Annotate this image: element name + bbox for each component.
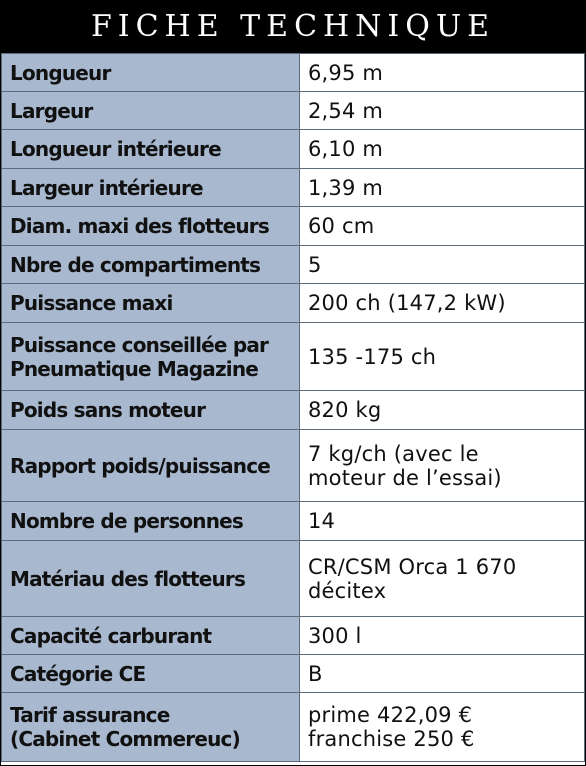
- table-row: [2, 246, 585, 284]
- row-value: 5: [300, 246, 585, 284]
- row-label: Capacité carburant: [2, 617, 300, 655]
- table-row: [2, 391, 585, 430]
- table-row: [2, 92, 585, 130]
- row-value: prime 422,09 € franchise 250 €: [300, 693, 585, 762]
- row-label: Puissance maxi: [2, 284, 300, 323]
- row-value: 14: [300, 502, 585, 541]
- table-row: [2, 655, 585, 693]
- row-value: 820 kg: [300, 391, 585, 430]
- table-row: [2, 541, 585, 617]
- row-label: Nbre de compartiments: [2, 246, 300, 284]
- table-row: [2, 502, 585, 541]
- row-value: 300 l: [300, 617, 585, 655]
- row-label: Poids sans moteur: [2, 391, 300, 430]
- row-label: Longueur intérieure: [2, 130, 300, 169]
- row-label: Diam. maxi des flotteurs: [2, 207, 300, 246]
- sheet-title: FICHE TECHNIQUE: [1, 1, 585, 53]
- table-row: [2, 207, 585, 246]
- table-row: [2, 130, 585, 169]
- row-label: Puissance conseillée par Pneumatique Magazine: [2, 323, 300, 391]
- row-label: Rapport poids/puissance: [2, 430, 300, 502]
- table-row: [2, 323, 585, 391]
- table-row: [2, 430, 585, 502]
- spec-table: [1, 53, 585, 762]
- row-value: 6,95 m: [300, 54, 585, 92]
- row-label: Longueur: [2, 54, 300, 92]
- row-value: 1,39 m: [300, 169, 585, 207]
- row-label: Catégorie CE: [2, 655, 300, 693]
- table-row: [2, 284, 585, 323]
- row-label: Largeur: [2, 92, 300, 130]
- row-value: 135 -175 ch: [300, 323, 585, 391]
- table-row: [2, 54, 585, 92]
- table-row: [2, 617, 585, 655]
- row-label: Matériau des flotteurs: [2, 541, 300, 617]
- row-value: 2,54 m: [300, 92, 585, 130]
- row-value: 6,10 m: [300, 130, 585, 169]
- row-label: Largeur intérieure: [2, 169, 300, 207]
- row-label: Tarif assurance (Cabinet Commereuc): [2, 693, 300, 762]
- table-row: [2, 693, 585, 762]
- row-value: 7 kg/ch (avec le moteur de l’essai): [300, 430, 585, 502]
- row-value: 200 ch (147,2 kW): [300, 284, 585, 323]
- table-row: [2, 169, 585, 207]
- row-value: CR/CSM Orca 1 670 décitex: [300, 541, 585, 617]
- row-value: 60 cm: [300, 207, 585, 246]
- row-label: Nombre de personnes: [2, 502, 300, 541]
- row-value: B: [300, 655, 585, 693]
